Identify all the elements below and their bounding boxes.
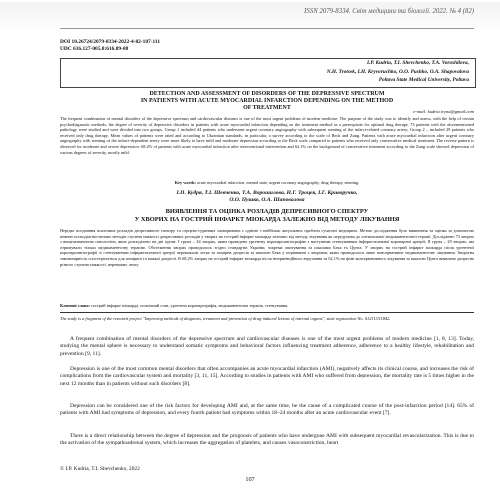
keywords-ua-label: Ключові слова: [60,303,90,308]
body-paragraph-4: There is a direct relationship between the degree of depression and the prognosis of patients who have undergone AMI with subsequent myocardial revascularization. This is due to the activation of the sympathoadrenal system, which increases the aggregation of platelets, and causes vasoconstriction, heart [60,433,474,447]
header-rule [60,28,474,29]
authors-ua [60,190,474,204]
authors-en-line-1: I.P. Kudria, T.I. Shevchenko, T.A. Voroshilova, [367,60,469,66]
authors-ua-line-2: О.О. Пушко, О.А. Шаповалова [229,197,305,203]
author-email: e-mail: kudria.iryna@gmail.com [413,109,474,114]
body-paragraph-2: Depression is one of the most common mental disorders that often accompanies an acute myocardial infarction (AMI), negatively affects its clinical course, and increases the risk of complications from the cardiovascular system and mortality [3, 11, 15]. According to studies in patients with AMI who suffered from depression, the mortality rate is 5 times higher in the next 12 months than in patients without such disorders [8]. [60,366,474,387]
title-en-line-1: DETECTION AND ASSESSMENT OF DISORDERS OF THE DEPRESSIVE SPECTRUM [149,91,385,97]
keywords-en-text: acute myocardial infarction, mental state, urgent coronary angiography, drug therapy, stenting. [196,180,360,185]
doi: DOI 10.26724/2079-8334-2022-4-82-107-111 [60,39,161,45]
journal-header [0,2,500,32]
page-number: 107 [245,476,255,483]
udc: UDC 616.127-005.8:616.89-08 [60,46,129,52]
abstract-ua: Нерідке поєднання психічних розладів депресивного спектру та серцево-судинних захворювань є однією з найбільш актуальних проблем сучасної медицини. Метою дослідження було виявлення та оцінка за допомогою певних психодіагностичних методів ступеня тяжкості депресивних розладів у хворих на гострий інфаркт міокарда залежно від методу лікування як передумова до оптимальної медикаментозної терапії. Досліджено 73 хворих з вищезазначеною патологією, яких розподілено на дві групи: І група – 44 хворих, яким проведено ургентну коронароангіографію з наступним стентуванням інфарктзалежної коронарної артерії; ІІ група – 29 хворих, які отримували тільки медикаментозну терапію. Обстеження хворих проводилось згідно стандартів України, зокрема опитування за шкалами Бека та Цунга. У хворих на гострий інфаркт міокарда після ургентної коронароангіографії зі стентуванням інфарктзалежної артерії переважали легка та помірна депресія за шкалою Бека у порівнянні з хворими, яким проводилося лише консервативне медикаментозне лікування. Зворотна закономірність спостерігається для помірної та важкої депресії. В 68,2% хворих на гострий інфаркт міокарда після інтервенційного втручання та 62,1% на фоні консервативного лікування за шкалою Цунга виявлено депресію різного ступеня тяжкості, переважно легку. [60,228,474,267]
authors-ua-line-1: І.П. Кудря, Т.І. Шевченко, Т.А. Ворошилова, Н.Г. Троцек, І.Г. Криворучко, [176,190,358,196]
body-paragraph-3: Depression can be considered one of the risk factors for developing AMI and, at the same time, be the cause of a complicated course of the post-infarction period [14]. 65% of patients with AMI had symptoms of depression, and every fourth patient had symptoms within 18–24 months after an acute cardiovascular event [7]. [60,403,474,417]
authors-box-en [60,58,476,88]
title-ua-line-1: ВИЯВЛЕННЯ ТА ОЦІНКА РОЗЛАДІВ ДЕПРЕСИВНОГО СПЕКТРУ [165,208,369,215]
authors-en-line-2: N.H. Trotsek, I.H. Kryvoruchko, O.O. Pushko, O.A. Shapovalova [326,68,469,75]
abstract-en: The frequent combination of mental disorders of the depressive spectrum and cardiovascular diseases is one of the most urgent problems of modern medicine. The purpose of the study was to identify and assess, with the help of certain psychodiagnostic methods, the degree of severity of depressive disorders in patients with acute myocardial infarction depending on the treatment method as a prerequisite for optimal drug therapy. 73 patients with the aforementioned pathology were studied and were divided into two groups. Group 1 included 44 patients who underwent urgent coronary angiography with subsequent stenting of the infarct-related coronary artery; Group 2 – included 29 patients who received only drug therapy. Mean values of patients were rated and according to Ukrainian standards, in particular, a survey according to the scale of Beck and Zung. Patients with acute myocardial infarction after urgent coronary angiography with stenting of the infarct-dependent artery were more likely to have mild and moderate depression according to the Beck scale compared to patients who received only conservative medical treatment. The reverse pattern is observed for moderate and severe depression: 68.2% of patients with acute myocardial infarction after interventional intervention and 62.1% on the background of conservative treatment according to the Zung scale showed depression of various degrees of severity, mostly mild. [60,116,474,155]
affiliation-en: Poltava State Medical University, Poltava [378,77,469,83]
title-ua [60,208,474,223]
title-ua-line-2: У ХВОРИХ НА ГОСТРИЙ ІНФАРКТ МІОКАРДА ЗАЛЕЖНО ВІД МЕТОДУ ЛІКУВАННЯ [134,215,400,223]
title-en-line-2: IN PATIENTS WITH ACUTE MYOCARDIAL INFARCTION DEPENDING ON THE METHOD [140,98,394,105]
keywords-ua [60,303,474,309]
keywords-en-label: Key words: [174,180,196,185]
section-divider [60,312,474,313]
title-en-line-3: OF TREATMENT [243,105,291,112]
funding-note: The study is a fragment of the research project "Improving methods of diagnosis, treatment and prevention of drug-induced lesions of internal organs", state registration No. 0121U111842. [60,316,391,321]
title-en [60,91,474,113]
body-paragraph-1: A frequent combination of mental disorders of the depressive spectrum and cardiovascular diseases is one of the most urgent problems of modern medicine [1, 8, 13]. Today, studying the mental sphere is necessary to understand somatic symptoms and behavioral factors influencing treatment adherence, adherence to a healthy lifestyle, rehabilitation and prevention [9, 11]. [60,336,474,357]
keywords-ua-text: гострий інфаркт міокарда, психічний стан, ургентна коронарографія, медикаментозна терапія, стентування. [91,303,289,308]
journal-header-text: ISSN 2079-8334. Світ медицини та біології. 2022. № 4 (82) [304,8,474,15]
copyright: © I.P. Kudria, T.I. Shevchenko, 2022 [60,466,140,472]
keywords-en [60,180,474,186]
